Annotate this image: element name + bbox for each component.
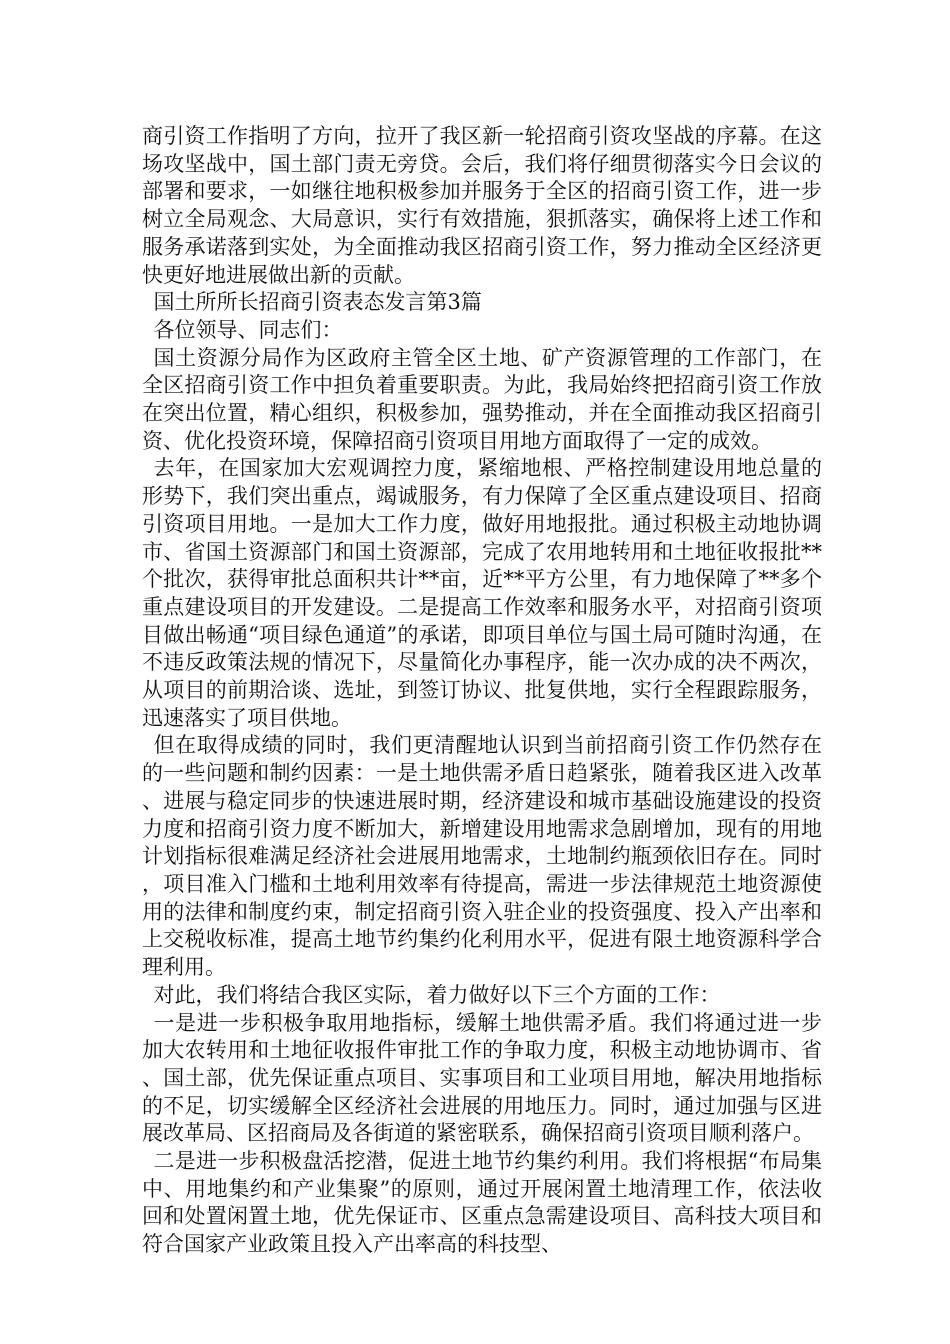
paragraph-plan-intro: 对此，我们将结合我区实际，着力做好以下三个方面的工作： [153, 982, 721, 1007]
paragraph-problems: 但在取得成绩的同时，我们更清醒地认识到当前招商引资工作仍然存在的一些问题和制约因素：一是土地供需矛盾日趋紧张，随着我区进入改革、进展与稳定同步的快速进展时期，经济建设和城市基础设施建设的投资力度和招商引资力度不断加大，新增建设用地需求急剧增加，现有的用地计划指标很难满足经济社会进展用地需求，土地制约瓶颈依旧存在。同时，项目准入门槛和土地利用效率有待提高，需进一步法律规范土地资源使用的法律和制度约束，制定招商引资入驻企业的投资强度、投入产出率和上交税收标准，提高土地节约集约化利用水平，促进有限土地资源科学合理利用。 [142, 733, 822, 980]
salutation: 各位领导、同志们： [153, 317, 343, 342]
paragraph-plan-item-1: 一是进一步积极争取用地指标，缓解土地供需矛盾。我们将通过进一步加大农转用和土地征收报件审批工作的争取力度，积极主动地协调市、省、国土部，优先保证重点项目、实事项目和工业项目用地，解决用地指标的不足，切实缓解全区经济社会进展的用地压力。同时，通过加强与区进展改革局、区招商局及各街道的紧密联系，确保招商引资项目顺利落户。 [142, 1010, 822, 1146]
section-heading: 国土所所长招商引资表态发言第3篇 [153, 290, 482, 315]
paragraph-continuation: 商引资工作指明了方向，拉开了我区新一轮招商引资攻坚战的序幕。在这场攻坚战中，国土部门责无旁贷。会后，我们将仔细贯彻落实今日会议的部署和要求，一如继往地积极参加并服务于全区的招商引资工作，进一步树立全局观念、大局意识，实行有效措施，狠抓落实，确保将上述工作和服务承诺落到实处，为全面推动我区招商引资工作，努力推动全区经济更快更好地进展做出新的贡献。 [142, 124, 822, 287]
document-body [142, 123, 822, 1259]
paragraph-achievements: 去年，在国家加大宏观调控力度，紧缩地根、严格控制建设用地总量的形势下，我们突出重点，竭诚服务，有力保障了全区重点建设项目、招商引资项目用地。一是加大工作力度，做好用地报批。通过积极主动地协调市、省国土资源部门和国土资源部，完成了农用地转用和土地征收报批**个批次，获得审批总面积共计**亩，近**平方公里，有力地保障了**多个重点建设项目的开发建设。二是提高工作效率和服务水平，对招商引资项目做出畅通“项目绿色通道”的承诺，即项目单位与国土局可随时沟通，在不违反政策法规的情况下，尽量简化办事程序，能一次办成的决不两次，从项目的前期洽谈、选址，到签订协议、批复供地，实行全程跟踪服务，迅速落实了项目供地。 [142, 456, 822, 730]
paragraph-introduction: 国土资源分局作为区政府主管全区土地、矿产资源管理的工作部门，在全区招商引资工作中担负着重要职责。为此，我局始终把招商引资工作放在突出位置，精心组织，积极参加，强势推动，并在全面推动我区招商引资、优化投资环境，保障招商引资项目用地方面取得了一定的成效。 [142, 345, 822, 453]
paragraph-plan-item-2: 二是进一步积极盘活挖潜，促进土地节约集约利用。我们将根据“布局集中、用地集约和产业集聚”的原则，通过开展闲置土地清理工作，依法收回和处置闲置土地，优先保证市、区重点急需建设项目、高科技大项目和符合国家产业政策且投入产出率高的科技型、 [142, 1149, 822, 1257]
